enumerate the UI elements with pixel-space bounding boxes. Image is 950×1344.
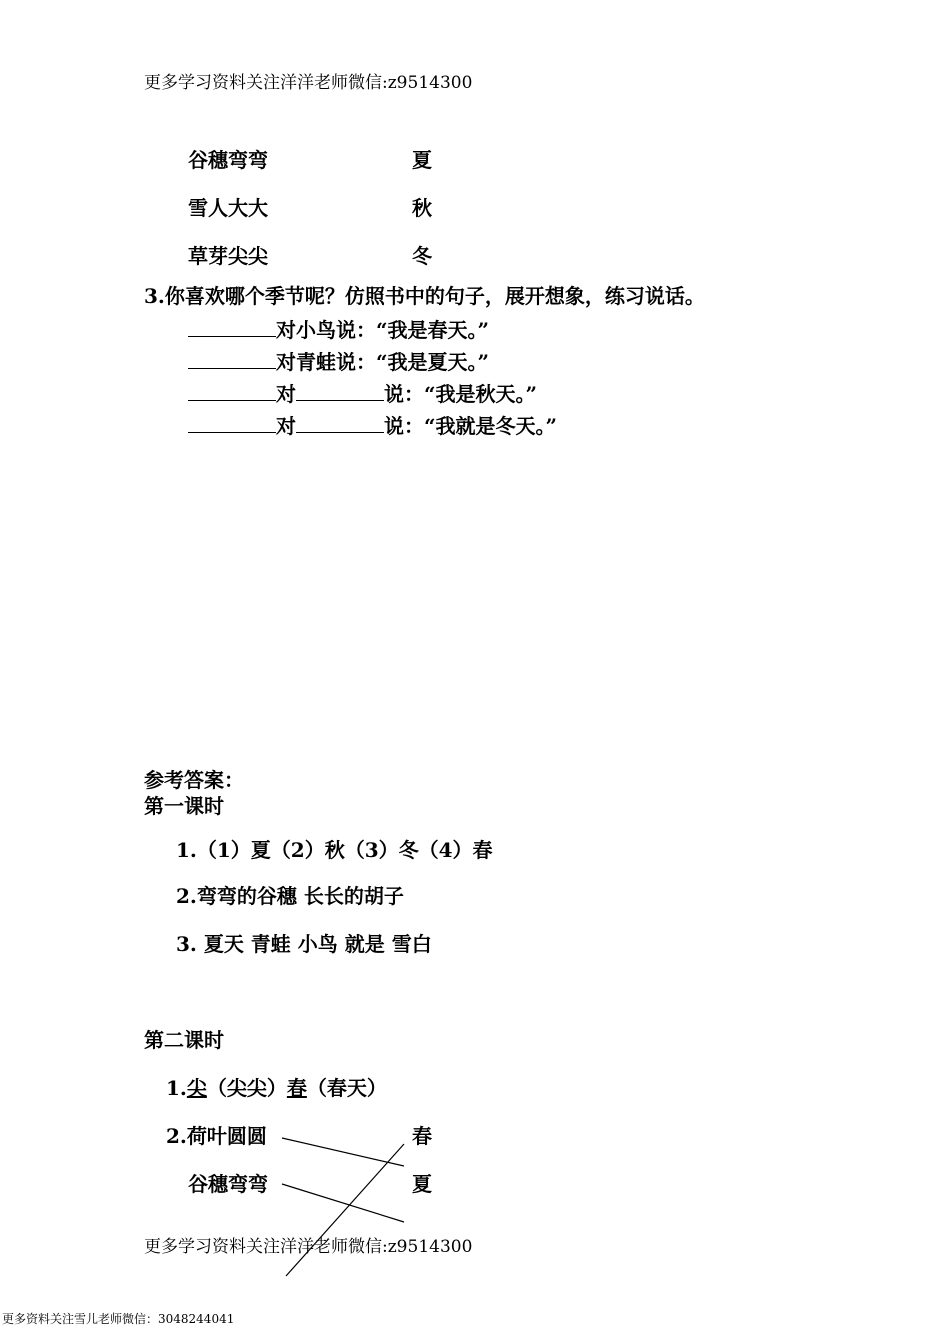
match-right-2: 秋 (412, 196, 432, 220)
match-left-2: 雪人大大 (188, 196, 268, 220)
page-footer: 更多学习资料关注洋洋老师微信:z9514300 (144, 1237, 473, 1257)
lesson1-answer-1: 1.（1）夏（2）秋（3）冬（4）春 (176, 838, 493, 862)
match-left-1: 谷穗弯弯 (188, 148, 268, 172)
q3-line-4-dui: 对 (276, 414, 296, 438)
q3-line-4-tail: 说：“我就是冬天。” (384, 414, 558, 438)
answers-heading: 参考答案： (144, 768, 244, 792)
question-3-title: 3.你喜欢哪个季节呢？仿照书中的句子，展开想象，练习说话。 (144, 284, 705, 308)
answer-underlined: 尖 (186, 1076, 207, 1100)
q3-line-2-text: 对青蛙说：“我是夏天。” (276, 350, 490, 374)
lesson1-title: 第一课时 (144, 794, 224, 818)
q3-line-1-text: 对小鸟说：“我是春天。” (276, 318, 490, 342)
answer-text: （春天） (306, 1076, 387, 1100)
lesson2-answer-2-label: 2.荷叶圆圆 (166, 1124, 267, 1148)
page-header: 更多学习资料关注洋洋老师微信:z9514300 (144, 73, 473, 93)
watermark-text: 更多资料关注雪儿老师微信：3048244041 (2, 1312, 235, 1326)
answer-underlined: 春 (286, 1076, 307, 1100)
match-right-1: 夏 (412, 148, 432, 172)
lesson1-answer-3: 3. 夏天 青蛙 小鸟 就是 雪白 (176, 932, 432, 956)
match-line (282, 1184, 404, 1222)
q3-line-3-tail: 说：“我是秋天。” (384, 382, 538, 406)
lesson2-title: 第二课时 (144, 1028, 224, 1052)
lesson1-answer-2: 2.弯弯的谷穗 长长的胡子 (176, 884, 404, 908)
q3-line-3-dui: 对 (276, 382, 296, 406)
answer-text: （尖尖） (206, 1076, 287, 1100)
lesson2-answer-2-right-2: 夏 (412, 1172, 432, 1196)
match-right-3: 冬 (412, 244, 432, 268)
match-line (282, 1138, 404, 1166)
lesson2-answer-2-left-2: 谷穗弯弯 (188, 1172, 268, 1196)
lesson2-answer-2-right-1: 春 (412, 1124, 432, 1148)
match-left-3: 草芽尖尖 (188, 244, 268, 268)
answer-number: 1. (166, 1076, 187, 1100)
